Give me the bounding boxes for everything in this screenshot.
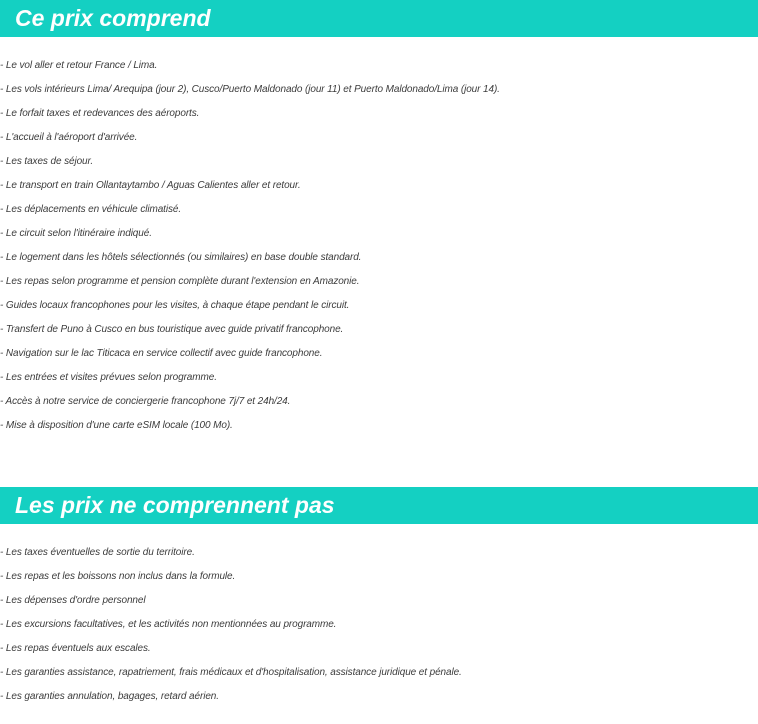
excluded-section <box>0 487 758 702</box>
list-item: - Les garanties assistance, rapatriement, frais médicaux et d'hospitalisation, assistance juridique et pénale. <box>0 667 462 678</box>
list-item: - Guides locaux francophones pour les visites, à chaque étape pendant le circuit. <box>0 300 350 311</box>
list-item: - Les vols intérieurs Lima/ Arequipa (jour 2), Cusco/Puerto Maldonado (jour 11) et Puerto Maldonado/Lima (jour 14). <box>0 84 500 95</box>
list-item: - Les dépenses d'ordre personnel <box>0 595 146 606</box>
list-item: - Mise à disposition d'une carte eSIM locale (100 Mo). <box>0 420 233 431</box>
list-item: - Le circuit selon l'itinéraire indiqué. <box>0 228 152 239</box>
list-item: - Accès à notre service de conciergerie francophone 7j/7 et 24h/24. <box>0 396 291 407</box>
excluded-banner <box>0 487 758 524</box>
excluded-list <box>0 541 758 709</box>
list-item: - Les excursions facultatives, et les activités non mentionnées au programme. <box>0 619 337 630</box>
list-item: - Les repas et les boissons non inclus dans la formule. <box>0 571 236 582</box>
list-item: - Le forfait taxes et redevances des aéroports. <box>0 108 200 119</box>
excluded-title: Les prix ne comprennent pas <box>15 492 335 518</box>
list-item: - Transfert de Puno à Cusco en bus touristique avec guide privatif francophone. <box>0 324 344 335</box>
list-item: - Les entrées et visites prévues selon programme. <box>0 372 217 383</box>
list-item: - Le logement dans les hôtels sélectionnés (ou similaires) en base double standard. <box>0 252 362 263</box>
list-item: - Les repas éventuels aux escales. <box>0 643 151 654</box>
list-item: - Les taxes éventuelles de sortie du territoire. <box>0 547 195 558</box>
list-item: - Les repas selon programme et pension complète durant l'extension en Amazonie. <box>0 276 360 287</box>
included-list <box>0 54 758 438</box>
list-item: - Les taxes de séjour. <box>0 156 94 167</box>
list-item: - Le vol aller et retour France / Lima. <box>0 60 158 71</box>
included-banner <box>0 0 758 37</box>
list-item: - Les déplacements en véhicule climatisé. <box>0 204 181 215</box>
list-item: - Les garanties annulation, bagages, retard aérien. <box>0 691 219 702</box>
list-item: - Le transport en train Ollantaytambo / Aguas Calientes aller et retour. <box>0 180 301 191</box>
list-item: - Navigation sur le lac Titicaca en service collectif avec guide francophone. <box>0 348 323 359</box>
included-title: Ce prix comprend <box>15 5 211 31</box>
list-item: - L'accueil à l'aéroport d'arrivée. <box>0 132 138 143</box>
